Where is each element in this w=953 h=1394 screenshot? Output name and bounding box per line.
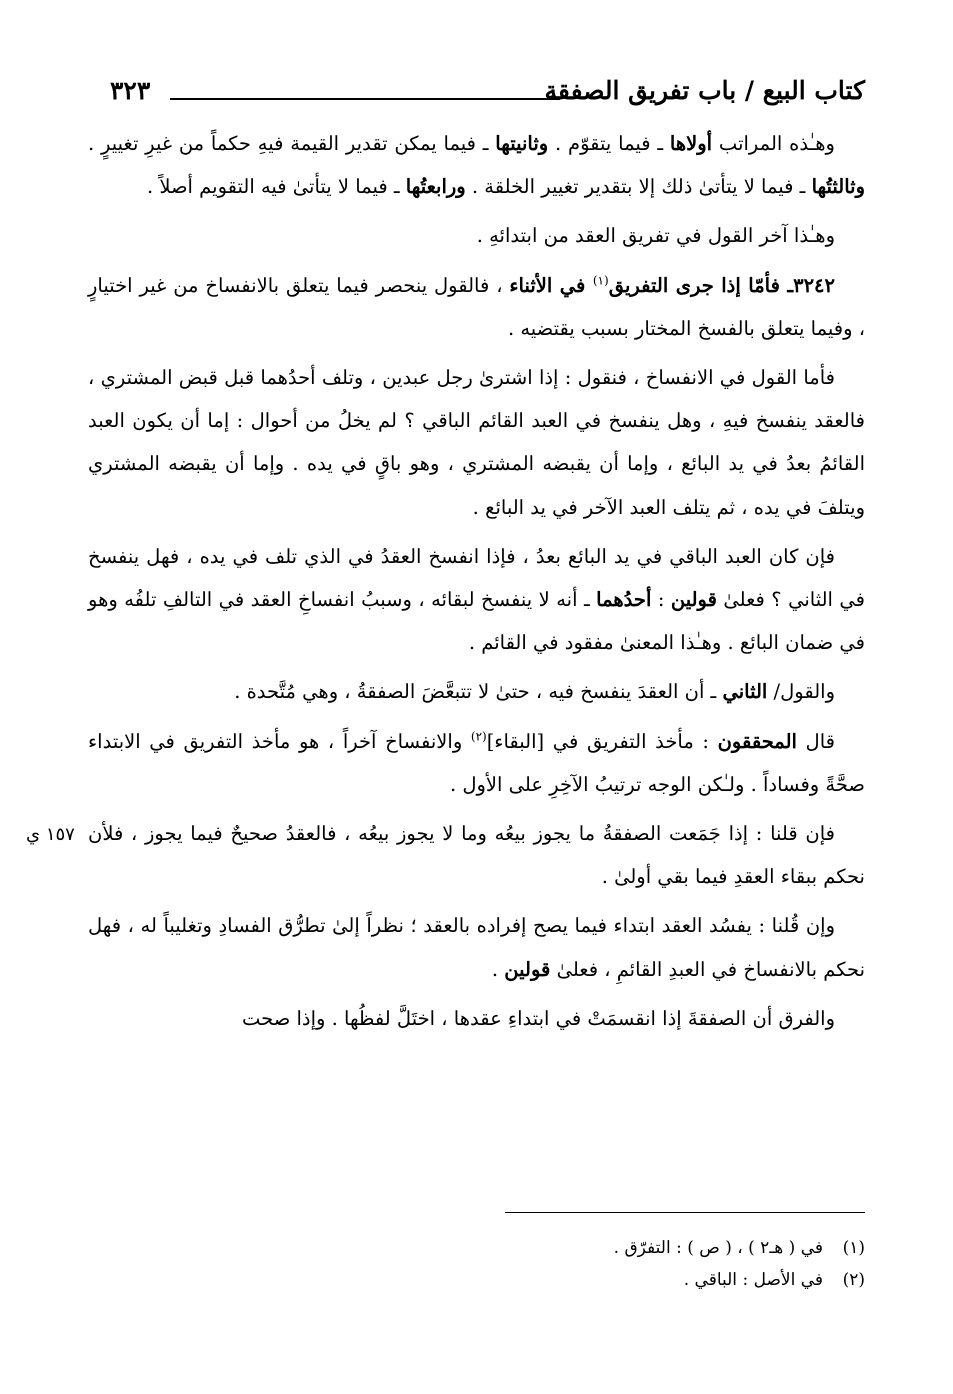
text-run: والقول/ xyxy=(767,680,835,704)
paragraph xyxy=(88,812,865,898)
text-run: ـ فيما يمكن تقدير القيمة فيهِ حكماً من غيرِ تغييرٍ . xyxy=(88,132,496,155)
text-run: ـ أن العقدَ ينفسخ فيه ، حتىٰ لا تتبعَّضَ الصفقةُ ، وهي مُتَّحدة . xyxy=(234,680,723,704)
text-run: وهـٰذه المراتب xyxy=(712,132,835,155)
text-run: فأما القول في الانفساخ ، فنقول : إذا اشترىٰ رجل عبدين ، وتلف أحدُهما قبل قبض المشتري ، فالعقد ينفسخ فيهِ ، وهل ينفسخ في العبد القائم الباقي ؟ لم يخلُ من أحوال : إما أن يكون العبد القائمُ بعدُ في يد البائع ، وإما أن يقبضه المشتري ، وهو باقٍ في يده . وإما أن يقبضه المشتري ويتلفَ في يده ، ثم يتلف العبد الآخر في يد البائع . xyxy=(88,366,865,519)
text-run: وهـٰذا آخر القول في تفريق العقد من ابتدائهِ . xyxy=(476,224,835,248)
bold-term: قولين xyxy=(670,588,717,612)
paragraph xyxy=(88,720,865,806)
paragraph xyxy=(88,535,865,665)
text-run: : مأخذ التفريق في [البقاء] xyxy=(486,729,718,753)
text-run: ـ فيما يتقوّم . xyxy=(548,132,670,155)
footnote-text: في ( هـ٢ ) ، ( ص ) : التفرّق . xyxy=(613,1238,823,1258)
text-run: فإن قلنا : إذا جَمَعت الصفقةُ ما يجوز بيعُه وما لا يجوز بيعُه ، فالعقدُ صحيحٌ فيما يجوز ، فلأن نحكم ببقاء العقدِ فيما بقي أولىٰ . xyxy=(88,822,865,889)
bold-term: أحدُهما xyxy=(596,588,652,612)
text-run: فإن كان العبد الباقي في يد البائع بعدُ ، فإذا انفسخ العقدُ في الذي تلف في يده ، فهل ينفسخ في الثاني ؟ فعلىٰ xyxy=(88,544,865,612)
bold-term: قولين xyxy=(504,957,551,981)
bold-term: وثالثتُها xyxy=(811,175,865,199)
footnote-number: (٢) xyxy=(842,1270,865,1290)
margin-reference: ١٥٧ ي xyxy=(26,824,75,845)
page-number: ٣٢٣ xyxy=(110,76,151,105)
text-run: ، فالقول ينحصر فيما يتعلق بالانفساخ من غير اختيارٍ ، وفيما يتعلق بالفسخ المختار بسبب يقتضيه . xyxy=(88,273,865,340)
bold-term: وثانيتها xyxy=(495,132,549,155)
text-run: والانفساخ آخراً ، هو مأخذ التفريق في الابتداء صحَّةً وفساداً . ولـٰكن الوجه ترتيبُ الآخِرِ على الأول . xyxy=(88,729,865,796)
running-title: كتاب البيع / باب تفريق الصفقة xyxy=(544,76,865,105)
text-run: ـ فيما لا يتأتىٰ ذلك إلا بتقدير تغيير الخلقة . xyxy=(465,175,812,199)
paragraph xyxy=(88,356,865,529)
footnote-separator xyxy=(505,1212,865,1213)
footnote xyxy=(88,1232,865,1264)
paragraph xyxy=(88,997,865,1040)
footnote xyxy=(88,1264,865,1296)
footnote-text: في الأصل : الباقي . xyxy=(683,1270,823,1290)
bold-term: المحققون xyxy=(717,729,797,753)
text-run: ـ فيما لا يتأتىٰ فيه التقويم أصلاً . xyxy=(146,175,406,199)
bold-term: أولاها xyxy=(669,132,713,155)
text-run: : xyxy=(651,588,671,612)
paragraph xyxy=(88,122,865,208)
footnotes xyxy=(88,1232,865,1296)
running-header xyxy=(110,74,865,112)
bold-term: الثاني xyxy=(722,680,768,704)
text-run: وإن قُلنا : يفسُد العقد ابتداء فيما يصح إفراده بالعقد ؛ نظراً إلىٰ تطرُّق الفسادِ وتغليباً له ، فهل نحكم بالانفساخ في العبدِ القائمِ ، فعلىٰ xyxy=(88,914,865,981)
paragraph xyxy=(88,670,865,713)
footnote-number: (١) xyxy=(842,1238,865,1258)
bold-term: ورابعتُها xyxy=(405,175,466,199)
text-run: . xyxy=(491,957,505,981)
paragraph xyxy=(88,904,865,990)
text-run: والفرق أن الصفقةَ إذا انقسمَتْ في ابتداءِ عقدها ، اختَلَّ لفظُها . وإذا صحت xyxy=(241,1006,835,1030)
paragraph xyxy=(88,264,865,350)
bold-term: ٣٢٤٢ـ فأمّا إذا جرى التفريق xyxy=(608,273,835,297)
footnote-marker: (١) xyxy=(592,273,609,288)
footnote-marker: (٢) xyxy=(470,729,487,744)
text-run: قال xyxy=(796,729,835,753)
bold-term: في الأثناء xyxy=(509,273,593,297)
header-rule xyxy=(170,98,560,100)
main-text xyxy=(88,122,865,1046)
paragraph xyxy=(88,214,865,257)
text-run: ـ أنه لا ينفسخ لبقائه ، وسببُ انفساخِ العقد في التالفِ تلفُه وهو في ضمان البائع . وهـٰذا المعنىٰ مفقود في القائم . xyxy=(88,588,865,655)
